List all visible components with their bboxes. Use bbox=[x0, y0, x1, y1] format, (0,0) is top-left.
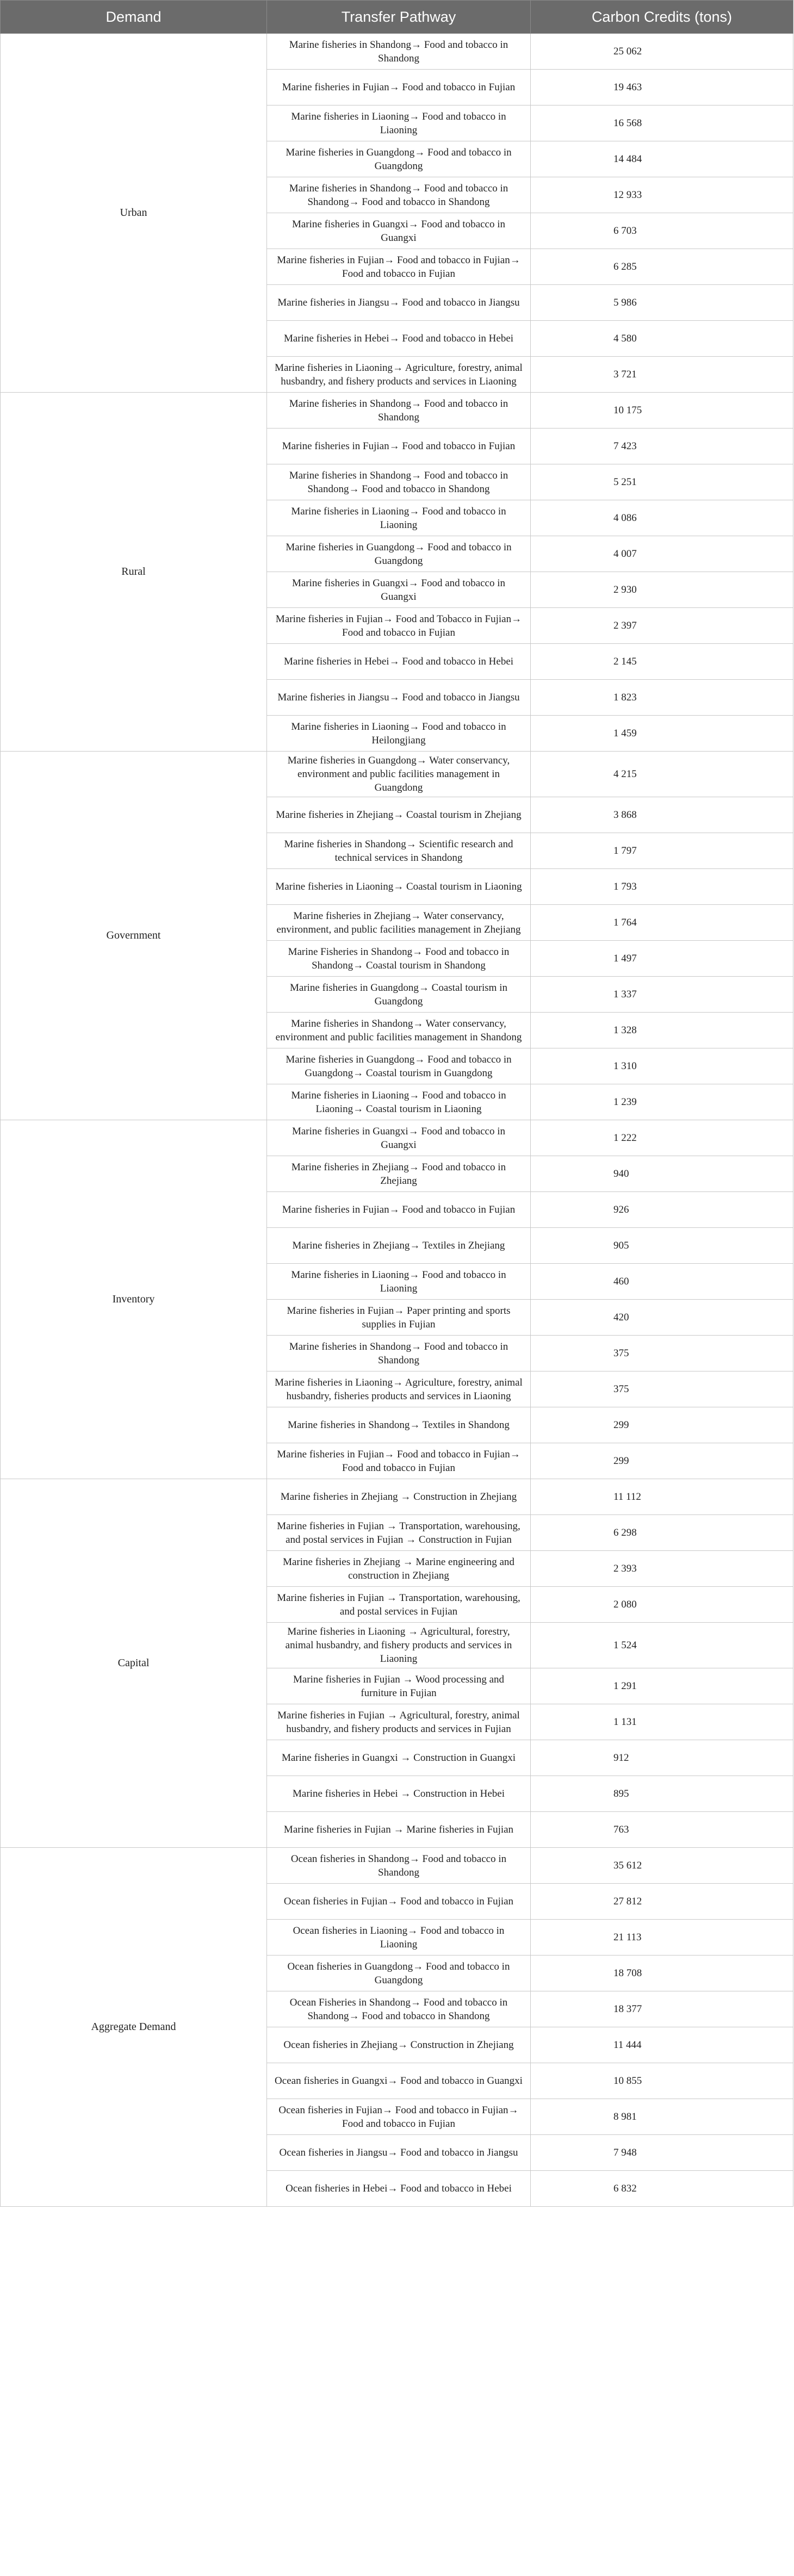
table-row bbox=[1, 393, 793, 429]
carbon-credits-cell: 5 251 bbox=[531, 464, 793, 500]
carbon-credits-cell: 940 bbox=[531, 1156, 793, 1192]
carbon-credits-cell: 1 823 bbox=[531, 680, 793, 716]
transfer-pathway-cell: Marine fisheries in Zhejiang→ Coastal tourism in Zhejiang bbox=[267, 797, 531, 833]
demand-cell: Capital bbox=[1, 1479, 267, 1848]
transfer-pathway-cell: Marine fisheries in Zhejiang→ Food and tobacco in Zhejiang bbox=[267, 1156, 531, 1192]
transfer-pathway-cell: Marine fisheries in Fujian→ Food and tobacco in Fujian→ Food and tobacco in Fujian bbox=[267, 1443, 531, 1479]
demand-cell: Rural bbox=[1, 393, 267, 752]
carbon-credits-cell: 14 484 bbox=[531, 141, 793, 177]
transfer-pathway-cell: Ocean fisheries in Fujian→ Food and tobacco in Fujian→ Food and tobacco in Fujian bbox=[267, 2099, 531, 2135]
transfer-pathway-cell: Marine fisheries in Shandong→ Water conservancy, environment and public facilities management in Shandong bbox=[267, 1013, 531, 1048]
table-row bbox=[1, 752, 793, 797]
carbon-credits-cell: 1 337 bbox=[531, 977, 793, 1013]
header-transfer-pathway: Transfer Pathway bbox=[267, 1, 531, 34]
carbon-credits-cell: 299 bbox=[531, 1443, 793, 1479]
transfer-pathway-cell: Marine fisheries in Shandong→ Scientific research and technical services in Shandong bbox=[267, 833, 531, 869]
transfer-pathway-cell: Marine fisheries in Guangdong→ Food and tobacco in Guangdong bbox=[267, 141, 531, 177]
carbon-credits-cell: 6 298 bbox=[531, 1515, 793, 1551]
transfer-pathway-cell: Marine fisheries in Guangxi→ Food and tobacco in Guangxi bbox=[267, 213, 531, 249]
transfer-pathway-cell: Marine fisheries in Liaoning→ Agriculture, forestry, animal husbandry, and fishery products and services in Liaoning bbox=[267, 357, 531, 393]
transfer-pathway-cell: Marine fisheries in Zhejiang → Construction in Zhejiang bbox=[267, 1479, 531, 1515]
transfer-pathway-cell: Marine fisheries in Jiangsu→ Food and tobacco in Jiangsu bbox=[267, 285, 531, 321]
transfer-pathway-cell: Marine fisheries in Guangdong→ Water conservancy, environment and public facilities management in Guangdong bbox=[267, 752, 531, 797]
carbon-credits-cell: 4 215 bbox=[531, 752, 793, 797]
transfer-pathway-cell: Marine fisheries in Jiangsu→ Food and tobacco in Jiangsu bbox=[267, 680, 531, 716]
transfer-pathway-cell: Ocean fisheries in Guangdong→ Food and tobacco in Guangdong bbox=[267, 1956, 531, 1991]
table-body bbox=[1, 34, 793, 2207]
transfer-pathway-cell: Ocean Fisheries in Shandong→ Food and tobacco in Shandong→ Food and tobacco in Shandong bbox=[267, 1991, 531, 2027]
carbon-credits-cell: 6 703 bbox=[531, 213, 793, 249]
transfer-pathway-cell: Ocean fisheries in Liaoning→ Food and tobacco in Liaoning bbox=[267, 1920, 531, 1956]
transfer-pathway-cell: Marine fisheries in Liaoning→ Food and tobacco in Liaoning bbox=[267, 1264, 531, 1300]
carbon-credits-cell: 1 328 bbox=[531, 1013, 793, 1048]
carbon-credits-cell: 27 812 bbox=[531, 1884, 793, 1920]
carbon-credits-cell: 2 080 bbox=[531, 1587, 793, 1623]
transfer-pathway-cell: Marine fisheries in Fujian→ Paper printing and sports supplies in Fujian bbox=[267, 1300, 531, 1336]
carbon-credits-cell: 6 832 bbox=[531, 2171, 793, 2207]
header-demand: Demand bbox=[1, 1, 267, 34]
carbon-credits-cell: 8 981 bbox=[531, 2099, 793, 2135]
transfer-pathway-cell: Marine fisheries in Guangxi→ Food and tobacco in Guangxi bbox=[267, 1120, 531, 1156]
carbon-credits-cell: 18 377 bbox=[531, 1991, 793, 2027]
carbon-credits-cell: 4 580 bbox=[531, 321, 793, 357]
transfer-pathway-cell: Marine fisheries in Liaoning → Agricultural, forestry, animal husbandry, and fishery products and services in Liaoning bbox=[267, 1623, 531, 1668]
carbon-credits-cell: 420 bbox=[531, 1300, 793, 1336]
transfer-pathway-cell: Marine fisheries in Fujian→ Food and tobacco in Fujian→ Food and tobacco in Fujian bbox=[267, 249, 531, 285]
table-header bbox=[1, 1, 793, 34]
transfer-pathway-cell: Ocean fisheries in Guangxi→ Food and tobacco in Guangxi bbox=[267, 2063, 531, 2099]
carbon-credits-cell: 5 986 bbox=[531, 285, 793, 321]
carbon-credits-cell: 1 239 bbox=[531, 1084, 793, 1120]
transfer-pathway-cell: Marine fisheries in Guangxi → Construction in Guangxi bbox=[267, 1740, 531, 1776]
carbon-credits-cell: 1 222 bbox=[531, 1120, 793, 1156]
transfer-pathway-cell: Marine fisheries in Liaoning→ Food and tobacco in Heilongjiang bbox=[267, 716, 531, 752]
carbon-credits-cell: 11 112 bbox=[531, 1479, 793, 1515]
transfer-pathway-cell: Marine fisheries in Guangdong→ Coastal tourism in Guangdong bbox=[267, 977, 531, 1013]
carbon-credits-cell: 2 397 bbox=[531, 608, 793, 644]
carbon-credits-cell: 1 524 bbox=[531, 1623, 793, 1668]
transfer-pathway-cell: Marine fisheries in Fujian → Agricultural, forestry, animal husbandry, and fishery products and services in Fujian bbox=[267, 1704, 531, 1740]
carbon-credits-cell: 7 948 bbox=[531, 2135, 793, 2171]
transfer-pathway-cell: Marine fisheries in Shandong→ Food and tobacco in Shandong bbox=[267, 393, 531, 429]
carbon-credits-cell: 299 bbox=[531, 1407, 793, 1443]
carbon-credits-cell: 4 007 bbox=[531, 536, 793, 572]
transfer-pathway-cell: Marine fisheries in Hebei→ Food and tobacco in Hebei bbox=[267, 644, 531, 680]
carbon-credits-cell: 3 868 bbox=[531, 797, 793, 833]
transfer-pathway-cell: Marine fisheries in Shandong→ Textiles in Shandong bbox=[267, 1407, 531, 1443]
carbon-credits-cell: 1 497 bbox=[531, 941, 793, 977]
carbon-credits-cell: 2 930 bbox=[531, 572, 793, 608]
carbon-credits-cell: 10 855 bbox=[531, 2063, 793, 2099]
transfer-pathway-cell: Marine fisheries in Shandong→ Food and tobacco in Shandong→ Food and tobacco in Shandong bbox=[267, 177, 531, 213]
transfer-pathway-cell: Marine fisheries in Hebei→ Food and tobacco in Hebei bbox=[267, 321, 531, 357]
transfer-pathway-cell: Marine fisheries in Fujian→ Food and tobacco in Fujian bbox=[267, 70, 531, 105]
transfer-pathway-cell: Marine fisheries in Liaoning→ Food and tobacco in Liaoning→ Coastal tourism in Liaoning bbox=[267, 1084, 531, 1120]
carbon-credits-cell: 375 bbox=[531, 1371, 793, 1407]
carbon-credits-cell: 763 bbox=[531, 1812, 793, 1848]
transfer-pathway-cell: Marine fisheries in Zhejiang → Marine engineering and construction in Zhejiang bbox=[267, 1551, 531, 1587]
transfer-pathway-cell: Ocean fisheries in Shandong→ Food and tobacco in Shandong bbox=[267, 1848, 531, 1884]
carbon-credits-cell: 11 444 bbox=[531, 2027, 793, 2063]
carbon-credits-cell: 10 175 bbox=[531, 393, 793, 429]
transfer-pathway-cell: Marine fisheries in Guangdong→ Food and tobacco in Guangdong bbox=[267, 536, 531, 572]
demand-cell: Inventory bbox=[1, 1120, 267, 1479]
transfer-pathway-cell: Marine fisheries in Hebei → Construction in Hebei bbox=[267, 1776, 531, 1812]
carbon-credits-cell: 7 423 bbox=[531, 429, 793, 464]
table-row bbox=[1, 1848, 793, 1884]
transfer-pathway-cell: Marine Fisheries in Shandong→ Food and tobacco in Shandong→ Coastal tourism in Shandong bbox=[267, 941, 531, 977]
carbon-credits-cell: 2 393 bbox=[531, 1551, 793, 1587]
transfer-pathway-cell: Marine fisheries in Shandong→ Food and tobacco in Shandong→ Food and tobacco in Shandong bbox=[267, 464, 531, 500]
carbon-credits-cell: 375 bbox=[531, 1336, 793, 1371]
transfer-pathway-cell: Ocean fisheries in Jiangsu→ Food and tobacco in Jiangsu bbox=[267, 2135, 531, 2171]
carbon-credits-cell: 926 bbox=[531, 1192, 793, 1228]
transfer-pathway-cell: Marine fisheries in Fujian → Wood processing and furniture in Fujian bbox=[267, 1668, 531, 1704]
carbon-credits-cell: 905 bbox=[531, 1228, 793, 1264]
carbon-credits-cell: 1 797 bbox=[531, 833, 793, 869]
transfer-pathway-cell: Marine fisheries in Liaoning→ Food and tobacco in Liaoning bbox=[267, 500, 531, 536]
carbon-credits-cell: 4 086 bbox=[531, 500, 793, 536]
carbon-credits-cell: 1 764 bbox=[531, 905, 793, 941]
transfer-pathway-cell: Marine fisheries in Fujian → Marine fisheries in Fujian bbox=[267, 1812, 531, 1848]
table-row bbox=[1, 1120, 793, 1156]
demand-cell: Government bbox=[1, 752, 267, 1120]
header-carbon-credits: Carbon Credits (tons) bbox=[531, 1, 793, 34]
transfer-pathway-cell: Marine fisheries in Liaoning→ Coastal tourism in Liaoning bbox=[267, 869, 531, 905]
carbon-credits-cell: 21 113 bbox=[531, 1920, 793, 1956]
carbon-credits-cell: 3 721 bbox=[531, 357, 793, 393]
carbon-credits-cell: 6 285 bbox=[531, 249, 793, 285]
header-row bbox=[1, 1, 793, 34]
transfer-pathway-cell: Ocean fisheries in Zhejiang→ Construction in Zhejiang bbox=[267, 2027, 531, 2063]
demand-cell: Urban bbox=[1, 34, 267, 393]
carbon-credits-cell: 18 708 bbox=[531, 1956, 793, 1991]
carbon-credits-cell: 2 145 bbox=[531, 644, 793, 680]
table-row bbox=[1, 1479, 793, 1515]
carbon-credits-cell: 1 131 bbox=[531, 1704, 793, 1740]
demand-cell: Aggregate Demand bbox=[1, 1848, 267, 2207]
transfer-pathway-cell: Marine fisheries in Fujian→ Food and Tobacco in Fujian→ Food and tobacco in Fujian bbox=[267, 608, 531, 644]
transfer-pathway-cell: Marine fisheries in Fujian → Transportation, warehousing, and postal services in Fujian → Construction in Fujian bbox=[267, 1515, 531, 1551]
transfer-pathway-cell: Marine fisheries in Zhejiang→ Textiles in Zhejiang bbox=[267, 1228, 531, 1264]
carbon-credits-cell: 912 bbox=[531, 1740, 793, 1776]
transfer-pathway-cell: Marine fisheries in Guangdong→ Food and tobacco in Guangdong→ Coastal tourism in Guangdong bbox=[267, 1048, 531, 1084]
transfer-pathway-cell: Marine fisheries in Zhejiang→ Water conservancy, environment, and public facilities management in Zhejiang bbox=[267, 905, 531, 941]
transfer-pathway-cell: Ocean fisheries in Fujian→ Food and tobacco in Fujian bbox=[267, 1884, 531, 1920]
transfer-pathway-cell: Marine fisheries in Fujian → Transportation, warehousing, and postal services in Fujian bbox=[267, 1587, 531, 1623]
transfer-pathway-cell: Marine fisheries in Liaoning→ Food and tobacco in Liaoning bbox=[267, 105, 531, 141]
carbon-credits-cell: 35 612 bbox=[531, 1848, 793, 1884]
table-row bbox=[1, 34, 793, 70]
transfer-pathway-cell: Marine fisheries in Fujian→ Food and tobacco in Fujian bbox=[267, 429, 531, 464]
carbon-credits-cell: 895 bbox=[531, 1776, 793, 1812]
carbon-credits-cell: 1 291 bbox=[531, 1668, 793, 1704]
transfer-pathway-cell: Ocean fisheries in Hebei→ Food and tobacco in Hebei bbox=[267, 2171, 531, 2207]
carbon-credits-cell: 1 793 bbox=[531, 869, 793, 905]
carbon-credits-cell: 16 568 bbox=[531, 105, 793, 141]
carbon-credits-cell: 12 933 bbox=[531, 177, 793, 213]
transfer-pathway-cell: Marine fisheries in Liaoning→ Agriculture, forestry, animal husbandry, fisheries products and services in Liaoning bbox=[267, 1371, 531, 1407]
transfer-pathway-cell: Marine fisheries in Shandong→ Food and tobacco in Shandong bbox=[267, 1336, 531, 1371]
carbon-credits-cell: 1 459 bbox=[531, 716, 793, 752]
transfer-pathway-cell: Marine fisheries in Shandong→ Food and tobacco in Shandong bbox=[267, 34, 531, 70]
carbon-credits-cell: 1 310 bbox=[531, 1048, 793, 1084]
carbon-credits-cell: 25 062 bbox=[531, 34, 793, 70]
transfer-pathway-cell: Marine fisheries in Fujian→ Food and tobacco in Fujian bbox=[267, 1192, 531, 1228]
transfer-pathway-cell: Marine fisheries in Guangxi→ Food and tobacco in Guangxi bbox=[267, 572, 531, 608]
carbon-credits-cell: 19 463 bbox=[531, 70, 793, 105]
carbon-credits-cell: 460 bbox=[531, 1264, 793, 1300]
